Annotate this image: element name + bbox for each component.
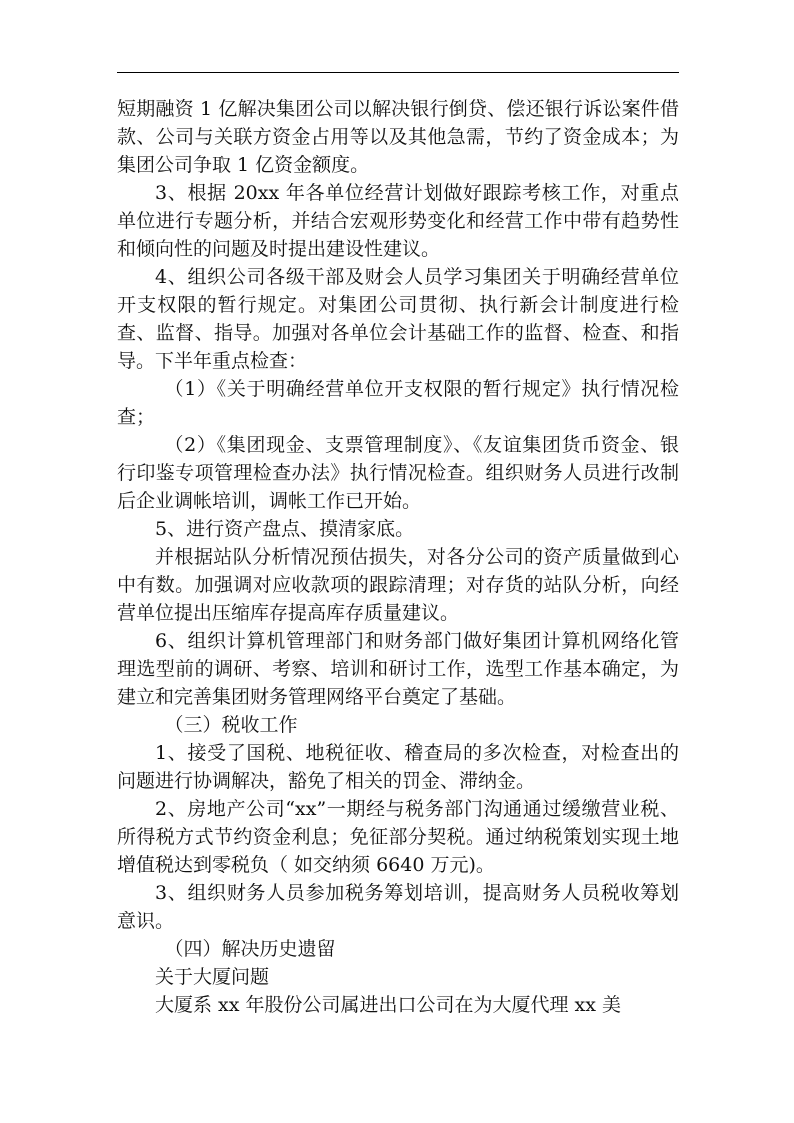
paragraph-tax-1: 1、接受了国税、地税征收、稽查局的多次检查，对检查出的问题进行协调解决，豁免了相关的罚金、滞纳金。 — [117, 742, 679, 792]
subheading-building-issue: 关于大厦问题 — [155, 966, 270, 988]
paragraph-item-4: 4、组织公司各级干部及财会人员学习集团关于明确经营单位开支权限的暂行规定。对集团公司贯彻、执行新会计制度进行检查、监督、指导。加强对各单位会计基础工作的监督、检查、和指导。下半年重点检查： — [117, 266, 679, 372]
section-heading-tax: （三）税收工作 — [164, 714, 298, 736]
paragraph-item-6: 6、组织计算机管理部门和财务部门做好集团计算机网络化管理选型前的调研、考察、培训和研讨工作，选型工作基本确定，为建立和完善集团财务管理网络平台奠定了基础。 — [117, 630, 679, 708]
paragraph-tax-3: 3、组织财务人员参加税务筹划培训，提高财务人员税收筹划意识。 — [117, 882, 679, 932]
paragraph-short-term-financing: 短期融资 1 亿解决集团公司以解决银行倒贷、偿还银行诉讼案件借款、公司与关联方资金占用等以及其他急需，节约了资金成本；为集团公司争取 1 亿资金额度。 — [117, 98, 679, 176]
document-body — [117, 95, 679, 1019]
paragraph-item-5: 5、进行资产盘点、摸清家底。 — [155, 518, 415, 540]
paragraph-tax-2: 2、房地产公司“xx”一期经与税务部门沟通通过缓缴营业税、所得税方式节约资金利息；免征部分契税。通过纳税策划实现土地增值税达到零税负（ 如交纳须 6640 万元)。 — [117, 798, 679, 876]
header-rule — [117, 72, 679, 73]
paragraph-item-3: 3、根据 20xx 年各单位经营计划做好跟踪考核工作，对重点单位进行专题分析，并结合宏观形势变化和经营工作中带有趋势性和倾向性的问题及时提出建设性建议。 — [117, 182, 679, 260]
paragraph-sub-2: （2）《集团现金、支票管理制度》、《友谊集团货币资金、银行印鉴专项管理检查办法》执行情况检查。组织财务人员进行改制后企业调帐培训，调帐工作已开始。 — [117, 434, 679, 512]
paragraph-building: 大厦系 xx 年股份公司属进出口公司在为大厦代理 xx 美 — [155, 994, 622, 1016]
paragraph-sub-1: （1）《关于明确经营单位开支权限的暂行规定》执行情况检查； — [117, 378, 679, 428]
section-heading-history: （四）解决历史遗留 — [164, 938, 336, 960]
paragraph-asset-analysis: 并根据站队分析情况预估损失，对各分公司的资产质量做到心中有数。加强调对应收款项的跟踪清理；对存货的站队分析，向经营单位提出压缩库存提高库存质量建议。 — [117, 546, 679, 624]
